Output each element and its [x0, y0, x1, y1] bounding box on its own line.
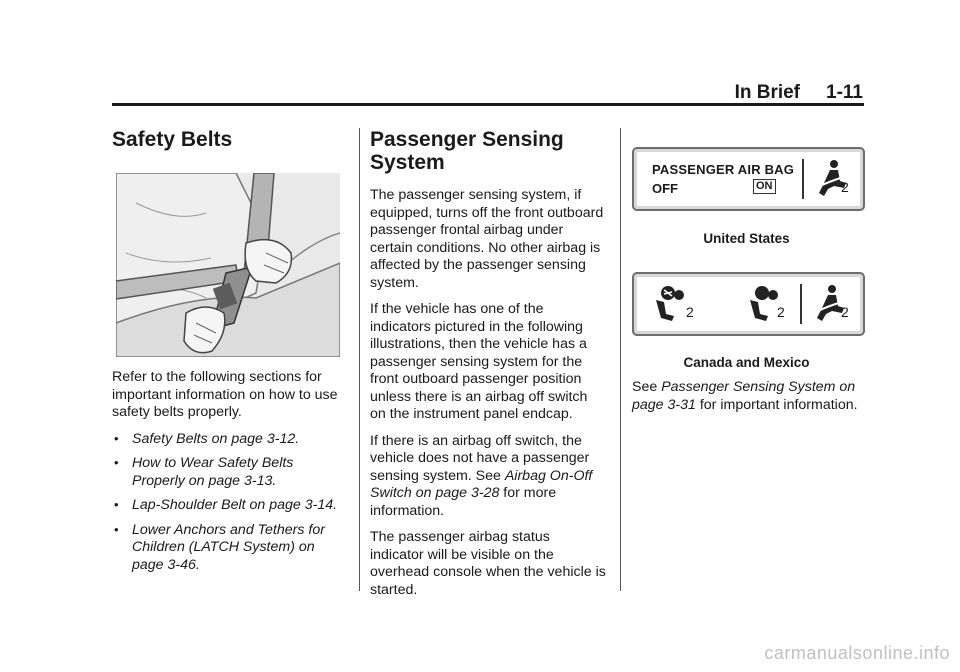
us-panel-label: PASSENGER AIR BAG [652, 162, 795, 177]
column-passenger-sensing [370, 128, 606, 608]
us-indicator-panel [632, 147, 865, 211]
column-safety-belts [112, 128, 348, 581]
header-rule [112, 103, 864, 106]
list-item[interactable]: • Lower Anchors and Tethers for Children (LATCH System) on page 3-46. [112, 522, 348, 575]
list-item[interactable]: • Safety Belts on page 3-12. [112, 431, 348, 449]
us-panel-divider [802, 159, 804, 199]
seatbelt-illustration [116, 173, 340, 357]
page-number: 1-11 [826, 82, 863, 103]
us-panel-off-label: OFF [652, 181, 678, 196]
airbag-switch-link[interactable]: Airbag On-Off Switch on page 3-28 [370, 467, 593, 501]
airbag-off-icon [650, 284, 690, 324]
us-caption: United States [703, 231, 790, 246]
list-item[interactable]: • Lap-Shoulder Belt on page 3-14. [112, 497, 348, 515]
list-item[interactable]: • How to Wear Safety Belts Properly on page 3-13. [112, 455, 348, 490]
page-header [735, 82, 863, 104]
column-divider-2 [620, 128, 621, 591]
safety-belts-list [112, 431, 348, 575]
safety-belts-intro: Refer to the following sections for important information on how to use safety belts properly. [112, 369, 338, 420]
paragraph-2: If the vehicle has one of the indicators pictured in the following illustrations, then the vehicle has a passenger sensing system for the front outboard passenger position unless there is an airbag off switch on the instrument panel endcap. [370, 301, 588, 422]
canada-indicator-panel [632, 272, 865, 336]
canada-panel-divider [800, 284, 802, 324]
see-reference: See Passenger Sensing System on page 3-31 for important information. [632, 379, 858, 413]
paragraph-4: The passenger airbag status indicator will be visible on the overhead console when the vehicle is started. [370, 529, 606, 598]
passenger-sensing-heading: Passenger Sensing System [370, 128, 564, 174]
seat-number-2: 2 [777, 304, 785, 320]
seat-number-3: 2 [841, 304, 849, 320]
canada-caption: Canada and Mexico [683, 355, 810, 370]
watermark: carmanualsonline.info [764, 643, 950, 663]
seat-number: 2 [841, 179, 849, 195]
safety-belts-heading: Safety Belts [112, 128, 233, 151]
us-panel-on-label: ON [753, 179, 776, 194]
column-divider-1 [359, 128, 360, 591]
section-title: In Brief [734, 82, 801, 103]
paragraph-1: The passenger sensing system, if equipped, turns off the front outboard passenger frontal airbag under certain conditions. No other airbag is affected by the passenger sensing system. [370, 187, 604, 291]
paragraph-3: If there is an airbag off switch, the vehicle does not have a passenger sensing system. See Airbag On-Off Switch on page 3-28 for more information. [370, 432, 593, 519]
seat-number-1: 2 [686, 304, 694, 320]
passenger-sensing-link[interactable]: Passenger Sensing System on page 3-31 [632, 379, 856, 413]
